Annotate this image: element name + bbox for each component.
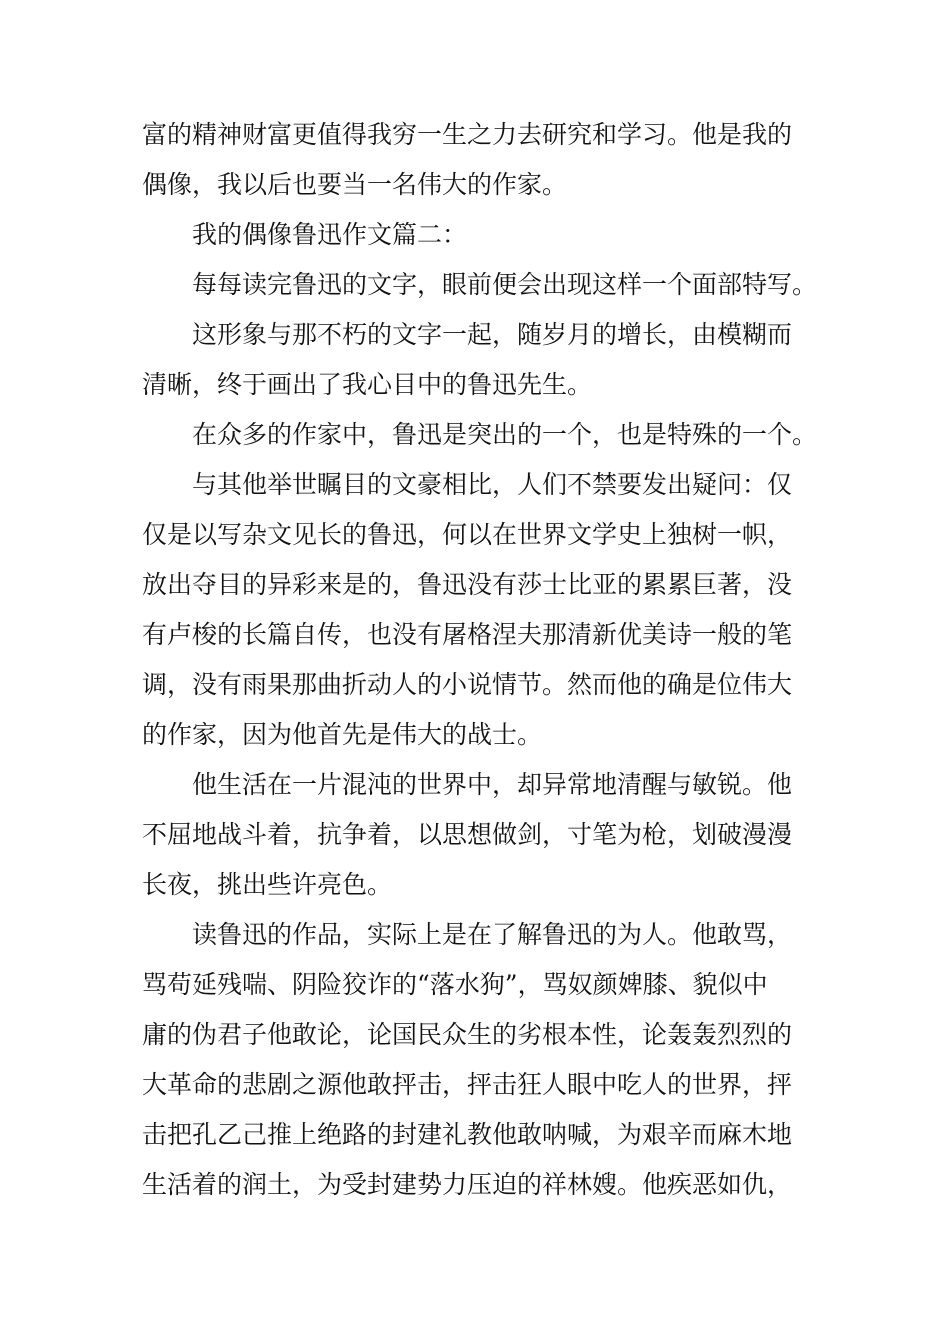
text-line-12: 调，没有雨果那曲折动人的小说情节。然而他的确是位伟大 xyxy=(142,670,793,699)
text-line-20: 大革命的悲剧之源他敢抨击，抨击狂人眼中吃人的世界，抨 xyxy=(142,1070,793,1099)
text-line-14: 他生活在一片混沌的世界中，却异常地清醒与敏锐。他 xyxy=(192,770,793,799)
text-line-18: 骂苟延残喘、阴险狡诈的“落水狗”，骂奴颜婢膝、貌似中 xyxy=(142,970,768,999)
text-line-15: 不屈地战斗着，抗争着，以思想做剑，寸笔为枪，划破漫漫 xyxy=(142,820,793,849)
text-line-9: 仅是以写杂文见长的鲁迅，何以在世界文学史上独树一帜， xyxy=(142,520,793,549)
text-line-17: 读鲁迅的作品，实际上是在了解鲁迅的为人。他敢骂， xyxy=(192,920,793,949)
text-line-4: 每每读完鲁迅的文字，眼前便会出现这样一个面部特写。 xyxy=(192,270,818,299)
text-line-11: 有卢梭的长篇自传，也没有屠格涅夫那清新优美诗一般的笔 xyxy=(142,620,793,649)
text-line-6: 清晰，终于画出了我心目中的鲁迅先生。 xyxy=(142,370,593,399)
text-line-13: 的作家，因为他首先是伟大的战士。 xyxy=(142,720,543,749)
text-line-5: 这形象与那不朽的文字一起，随岁月的增长，由模糊而 xyxy=(192,320,793,349)
text-line-1: 富的精神财富更值得我穷一生之力去研究和学习。他是我的 xyxy=(142,120,793,149)
text-line-16: 长夜，挑出些许亮色。 xyxy=(142,870,393,899)
text-line-19: 庸的伪君子他敢论，论国民众生的劣根本性，论轰轰烈烈的 xyxy=(142,1020,793,1049)
text-line-2: 偶像，我以后也要当一名伟大的作家。 xyxy=(142,170,568,199)
body-text xyxy=(142,110,842,1210)
text-line-21: 击把孔乙己推上绝路的封建礼教他敢呐喊，为艰辛而麻木地 xyxy=(142,1120,793,1149)
text-line-22: 生活着的润土，为受封建势力压迫的祥林嫂。他疾恶如仇， xyxy=(142,1170,793,1199)
text-line-7: 在众多的作家中，鲁迅是突出的一个，也是特殊的一个。 xyxy=(192,420,818,449)
text-line-8: 与其他举世瞩目的文豪相比，人们不禁要发出疑问：仅 xyxy=(192,470,793,499)
text-line-10: 放出夺目的异彩来是的，鲁迅没有莎士比亚的累累巨著，没 xyxy=(142,570,793,599)
text-line-3: 我的偶像鲁迅作文篇二： xyxy=(192,220,468,249)
